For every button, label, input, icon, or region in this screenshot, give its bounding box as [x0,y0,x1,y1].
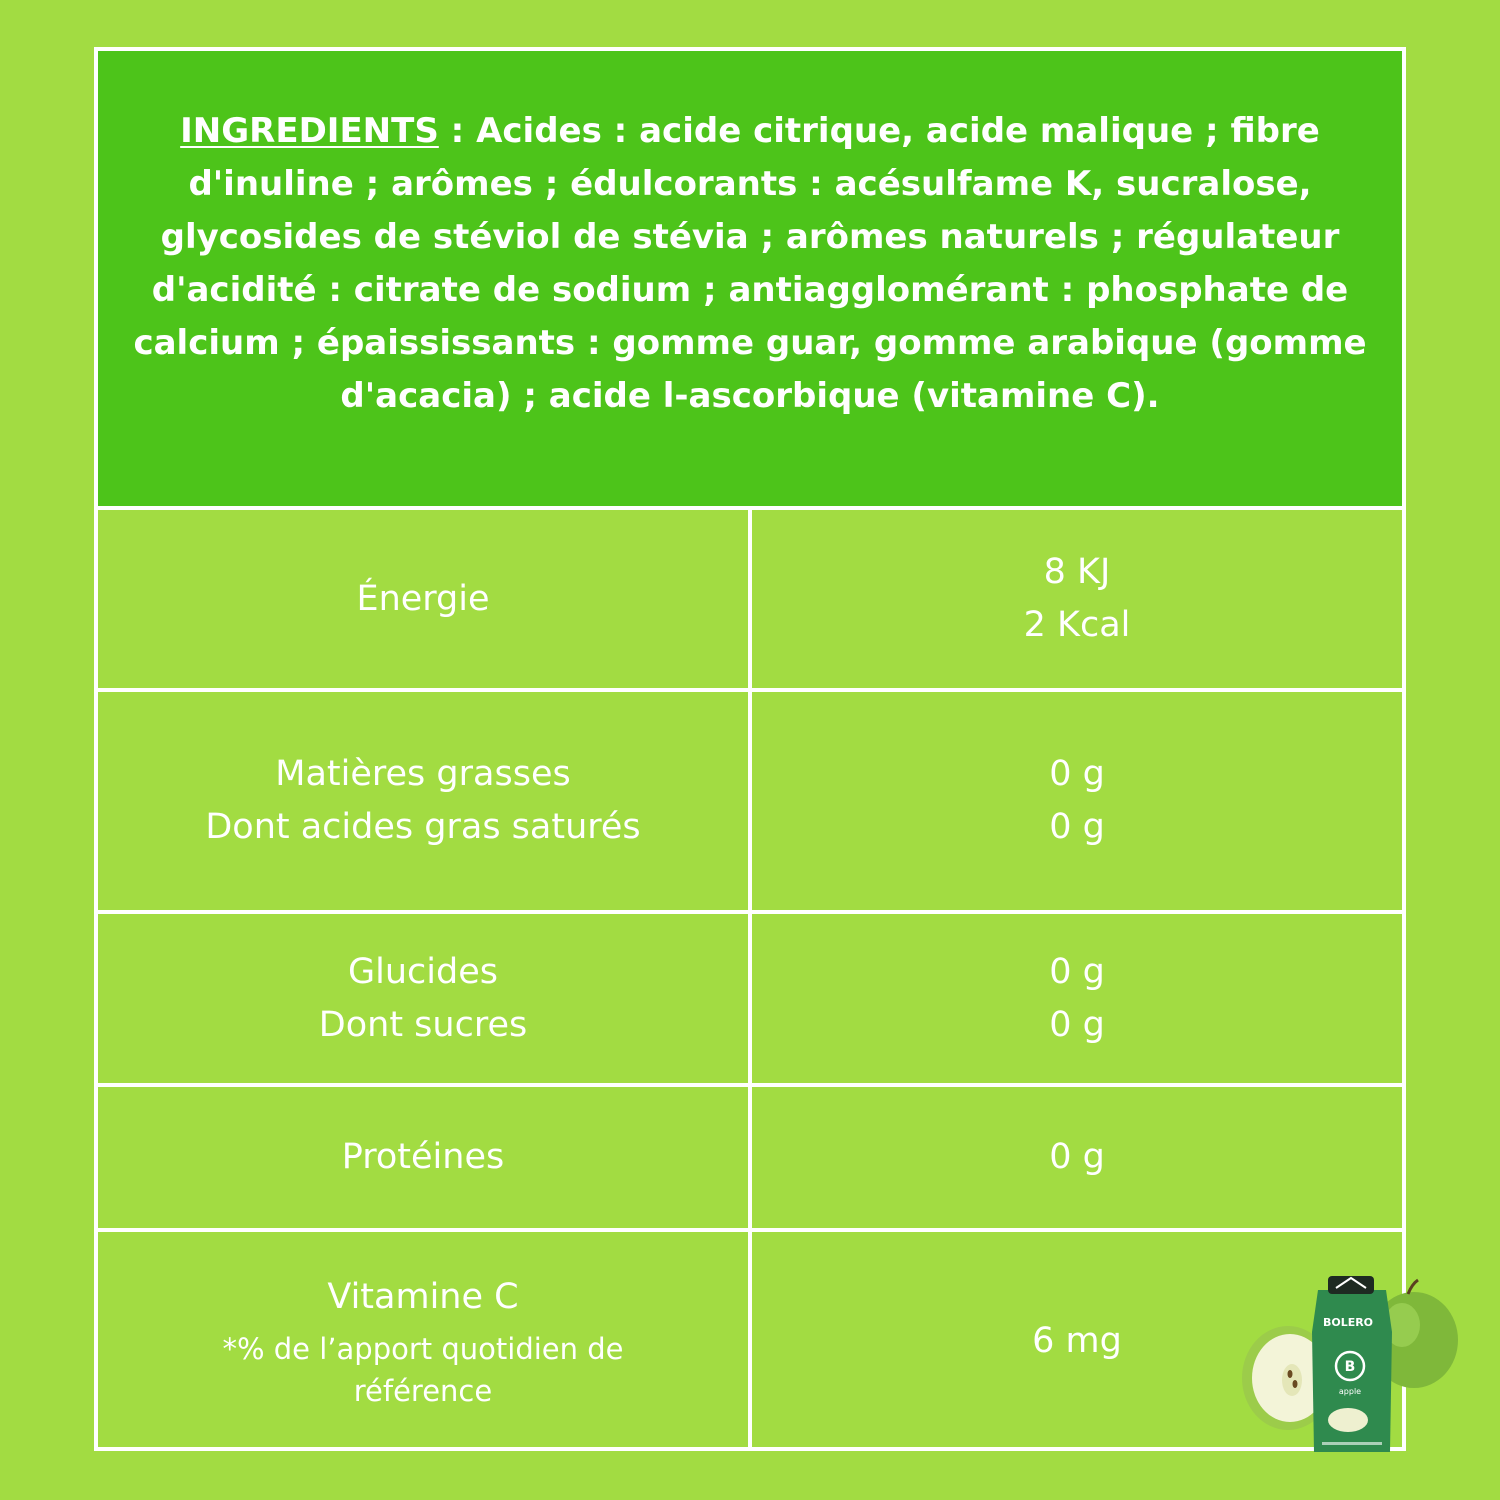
energy-value-cell [752,510,1402,688]
product-image [1236,1270,1466,1460]
vitamin-c-label-cell [98,1232,748,1451]
ingredients-text [132,105,1368,423]
protein-value-cell [752,1087,1402,1228]
vitamin-c-label: Vitamine C [327,1277,519,1317]
apple-sachet-illustration [1236,1270,1466,1460]
energy-label: Énergie [356,578,490,619]
carbs-value-cell [752,914,1402,1083]
carbs-value: 0 g [1049,951,1105,992]
vitamin-c-value: 6 mg [1032,1321,1122,1361]
ingredients-list: : Acides : acide citrique, acide malique ; fibre d'inuline ; arômes ; édulcorants : acésulfame K, sucralose, glycosides de stéviol de stévia ; arômes naturels ; régulateur d'acidité : citrate de sodium ; antiagglomérant : phosphate de calcium ; épaississants : gomme guar, gomme arabique (gomme d'acacia) ; acide l-ascorbique (vitamine C). [133,110,1367,416]
energy-label-cell [98,510,748,688]
protein-value: 0 g [1049,1137,1105,1177]
ingredients-panel [98,51,1402,506]
saturated-fat-label: Dont acides gras saturés [205,807,641,847]
sachet-logo-letter: B [1344,1359,1356,1375]
fat-label-cell [98,692,748,910]
reference-intake-note: *% de l’apport quotidien de référence [222,1332,624,1408]
fat-value: 0 g [1049,754,1105,794]
nutrition-card [94,47,1406,1451]
fat-value-cell [752,692,1402,910]
sachet-brand: BOLERO [1322,1316,1374,1329]
fat-label: Matières grasses [275,754,571,794]
saturated-fat-value: 0 g [1049,807,1105,847]
protein-label: Protéines [341,1137,505,1177]
energy-kcal-value: 2 Kcal [1023,605,1131,645]
sugars-label: Dont sucres [318,1004,528,1045]
carbs-label-cell [98,914,748,1083]
protein-label-cell [98,1087,748,1228]
ingredients-label: INGREDIENTS [180,110,439,151]
sugars-value: 0 g [1049,1004,1105,1045]
sachet-flavor: apple [1338,1387,1362,1396]
carbs-label: Glucides [348,951,498,992]
energy-kj-value: 8 KJ [1043,552,1111,592]
